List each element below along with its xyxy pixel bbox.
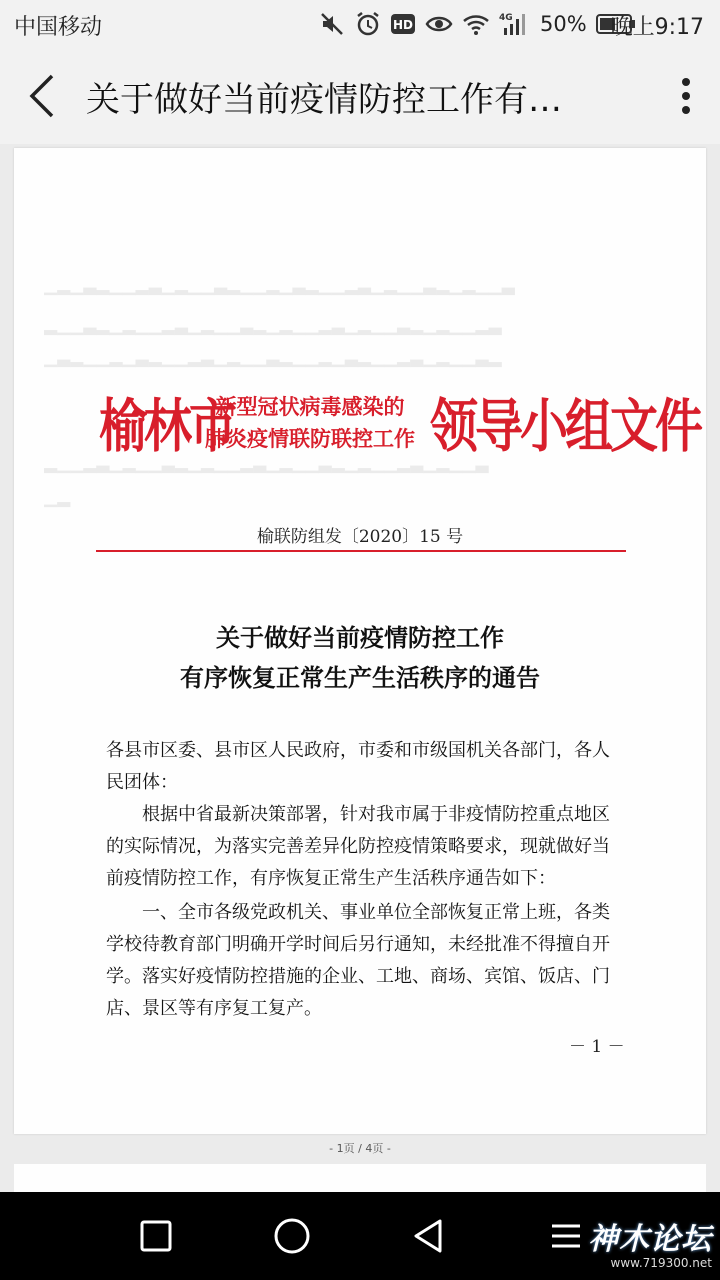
body-text-line: 的实际情况，为落实完善差异化防控疫情策略要求，现就做好当 — [106, 836, 610, 857]
red-divider — [96, 550, 626, 552]
mute-icon — [318, 10, 346, 38]
hd-icon — [390, 12, 416, 36]
notice-title-line: 有序恢复正常生产生活秩序的通告 — [180, 663, 540, 692]
issuer-committee-line: 新型冠状病毒感染的 — [215, 394, 405, 419]
back-chevron-icon[interactable] — [20, 70, 68, 122]
page-indicator: - 1页 / 4页 - — [329, 1142, 391, 1155]
wifi-icon — [462, 12, 490, 36]
body-text-line: 各县市区委、县市区人民政府，市委和市级国机关各部门，各人 — [106, 740, 610, 761]
carrier-name: 中国移动 — [14, 15, 103, 40]
eye-icon — [425, 12, 453, 36]
app-bar — [0, 48, 720, 144]
navigation-bar — [0, 1192, 720, 1280]
status-bar — [0, 0, 720, 48]
home-icon[interactable] — [272, 1216, 312, 1256]
body-text-line: 前疫情防控工作，有序恢复正常生产生活秩序通告如下： — [106, 868, 556, 889]
body-text-line: 学。落实好疫情防控措施的企业、工地、商场、宾馆、饭店、门 — [106, 966, 610, 987]
clock: 晚上9:17 — [610, 15, 704, 40]
svg-text:4G: 4G — [499, 13, 513, 23]
svg-text:HD: HD — [392, 18, 414, 32]
watermark-logo: 神木论坛 — [588, 1222, 712, 1257]
issuer-committee — [194, 391, 426, 455]
status-icons — [318, 10, 636, 38]
issuer-document-type: 领导小组文件 — [430, 393, 701, 461]
back-triangle-icon[interactable] — [408, 1216, 448, 1256]
document-number: 榆联防组发〔2020〕15 号 — [256, 527, 464, 547]
notice-title-line: 关于做好当前疫情防控工作 — [216, 623, 504, 652]
body-text-line: 一、全市各级党政机关、事业单位全部恢复正常上班，各类 — [142, 902, 610, 923]
page-footer-number: － 1 － — [569, 1037, 625, 1057]
document-title: 关于做好当前疫情防控工作有… — [86, 80, 562, 120]
forum-watermark — [588, 1214, 712, 1270]
body-text-line: 学校待教育部门明确开学时间后另行通知，未经批准不得擅自开 — [106, 934, 610, 955]
alarm-icon — [355, 10, 381, 38]
issuer-committee-line: 肺炎疫情联防联控工作 — [205, 426, 415, 451]
recent-apps-icon[interactable] — [136, 1216, 176, 1256]
body-text-line: 店、景区等有序复工复产。 — [106, 998, 322, 1019]
watermark-url: www.719300.net — [610, 1256, 712, 1270]
bleed-through-texture: ▁▂ — [44, 488, 71, 508]
bleed-through-texture: ▂▁▁▃▂▁▂▁▁▂▃▁▂▁▁▃▂▁▂▁▁▂▃▁▂▁▁▃▂▁▂▁▁▂▃ — [44, 316, 502, 336]
issuer-city: 榆林市 — [99, 393, 235, 461]
bleed-through-texture: ▁▂▁▃▂▁▁▂▃▁▂▁▁▃▂▁▁▂▁▃▂▁▁▂▃▁▂▁▁▃▂▁▂▁▁▃ — [44, 276, 515, 296]
notification-menu-icon[interactable] — [546, 1216, 586, 1256]
battery-percent: 50% — [540, 12, 587, 36]
body-text-line: 民团体： — [106, 772, 178, 793]
document-page[interactable] — [14, 148, 706, 1134]
signal-icon — [499, 11, 529, 37]
bleed-through-texture: ▁▃▂▁▁▂▁▃▂▁▁▂▃▁▂▁▁▃▂▁▁▂▁▃▂▁▁▂▃▁▂▁▁▃▂ — [44, 348, 502, 368]
bleed-through-texture: ▂▁▁▂▃▁▂▁▁▃▂▁▂▁▁▂▃▁▂▁▁▃▂▁▂▁▁▂▃▁▂▁▁▃ — [44, 454, 489, 474]
more-vert-icon[interactable] — [678, 76, 694, 116]
body-text-line: 根据中省最新决策部署，针对我市属于非疫情防控重点地区 — [142, 804, 610, 825]
